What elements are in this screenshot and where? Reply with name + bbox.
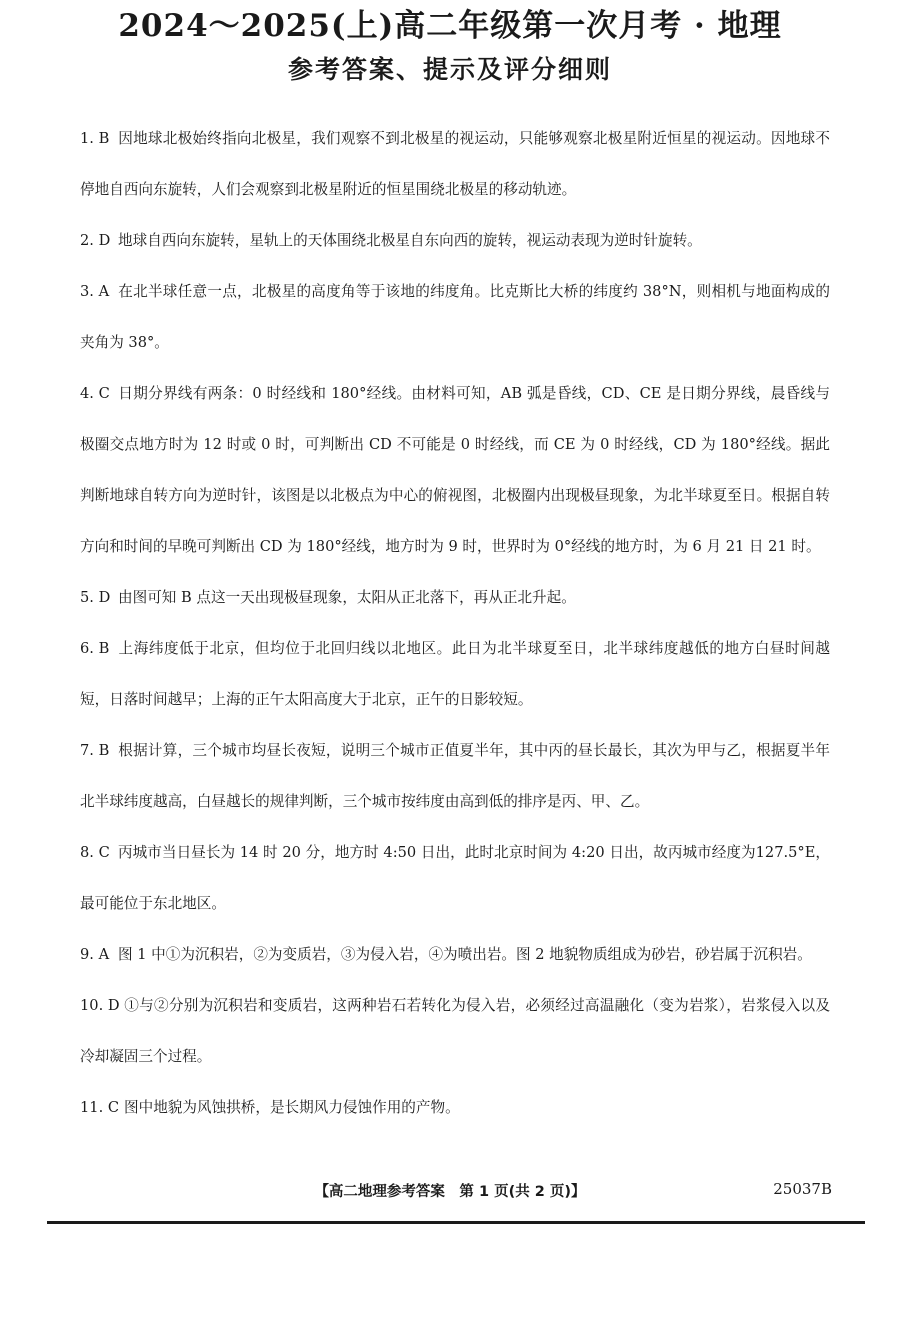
- answer-item: [80, 215, 830, 266]
- answer-number: 11. C: [80, 1099, 120, 1116]
- document-code: 25037B: [773, 1180, 832, 1198]
- title-block: [0, 4, 900, 90]
- answer-item: [80, 1082, 830, 1133]
- page-footer: [0, 1180, 900, 1208]
- footer-divider: [47, 1221, 865, 1224]
- answer-item: [80, 929, 830, 980]
- answer-item: [80, 980, 830, 1082]
- answer-explanation: ①与②分别为沉积岩和变质岩，这两种岩石若转化为侵入岩，必须经过高温融化（变为岩浆），岩浆侵入以及冷却凝固三个过程。: [80, 997, 830, 1065]
- answer-number: 7. B: [80, 742, 110, 759]
- answer-explanation: 日期分界线有两条：0 时经线和 180°经线。由材料可知，AB 弧是昏线，CD、CE 是日期分界线，晨昏线与极圈交点地方时为 12 时或 0 时，可判断出 CD 不可能是 0 时经线，而 CE 为 0 时经线，CD 为 180°经线。据此判断地球自转方向为逆时针，该图是以北极点为中心的俯视图，北极圈内出现极昼现象，为北半球夏至日。根据自转方向和时间的早晚可判断出 CD 为 180°经线，地方时为 9 时，世界时为 0°经线的地方时，为 6 月 21 日 21 时。: [80, 385, 830, 555]
- answer-number: 3. A: [80, 283, 110, 300]
- document-title: 2024～2025(上)高二年级第一次月考 · 地理: [118, 8, 782, 44]
- answer-item: [80, 725, 830, 827]
- answer-explanation: 因地球北极始终指向北极星，我们观察不到北极星的视运动，只能够观察北极星附近恒星的视运动。因地球不停地自西向东旋转，人们会观察到北极星附近的恒星围绕北极星的移动轨迹。: [80, 130, 830, 198]
- document-subtitle: 参考答案、提示及评分细则: [287, 55, 612, 84]
- answer-item: [80, 266, 830, 368]
- answer-number: 4. C: [80, 385, 110, 402]
- answer-number: 10. D: [80, 997, 120, 1014]
- answer-number: 2. D: [80, 232, 111, 249]
- answer-number: 6. B: [80, 640, 110, 657]
- answer-item: [80, 623, 830, 725]
- answer-explanation: 根据计算，三个城市均昼长夜短，说明三个城市正值夏半年，其中丙的昼长最长，其次为甲与乙，根据夏半年北半球纬度越高，白昼越长的规律判断，三个城市按纬度由高到低的排序是丙、甲、乙。: [80, 742, 830, 810]
- answer-item: [80, 368, 830, 572]
- answer-item: [80, 827, 830, 929]
- answer-explanation: 上海纬度低于北京，但均位于北回归线以北地区。此日为北半球夏至日，北半球纬度越低的地方白昼时间越短，日落时间越早；上海的正午太阳高度大于北京，正午的日影较短。: [80, 640, 830, 708]
- answer-item: [80, 572, 830, 623]
- answer-number: 9. A: [80, 946, 110, 963]
- answer-list: [80, 113, 830, 1133]
- page-number-label: 【高二地理参考答案 第 1 页(共 2 页)】: [314, 1184, 586, 1200]
- answer-number: 1. B: [80, 130, 110, 147]
- answer-number: 8. C: [80, 844, 110, 861]
- answer-explanation: 图 1 中①为沉积岩，②为变质岩，③为侵入岩，④为喷出岩。图 2 地貌物质组成为砂岩，砂岩属于沉积岩。: [118, 946, 812, 963]
- answer-explanation: 在北半球任意一点，北极星的高度角等于该地的纬度角。比克斯比大桥的纬度约 38°N，则相机与地面构成的夹角为 38°。: [80, 283, 830, 351]
- answer-item: [80, 113, 830, 215]
- answer-explanation: 地球自西向东旋转，星轨上的天体围绕北极星自东向西的旋转，视运动表现为逆时针旋转。: [118, 232, 702, 249]
- answer-explanation: 丙城市当日昼长为 14 时 20 分，地方时 4:50 日出，此时北京时间为 4:20 日出，故丙城市经度为127.5°E，最可能位于东北地区。: [80, 844, 830, 912]
- answer-explanation: 由图可知 B 点这一天出现极昼现象，太阳从正北落下，再从正北升起。: [118, 589, 576, 606]
- answer-number: 5. D: [80, 589, 111, 606]
- answer-explanation: 图中地貌为风蚀拱桥，是长期风力侵蚀作用的产物。: [124, 1099, 460, 1116]
